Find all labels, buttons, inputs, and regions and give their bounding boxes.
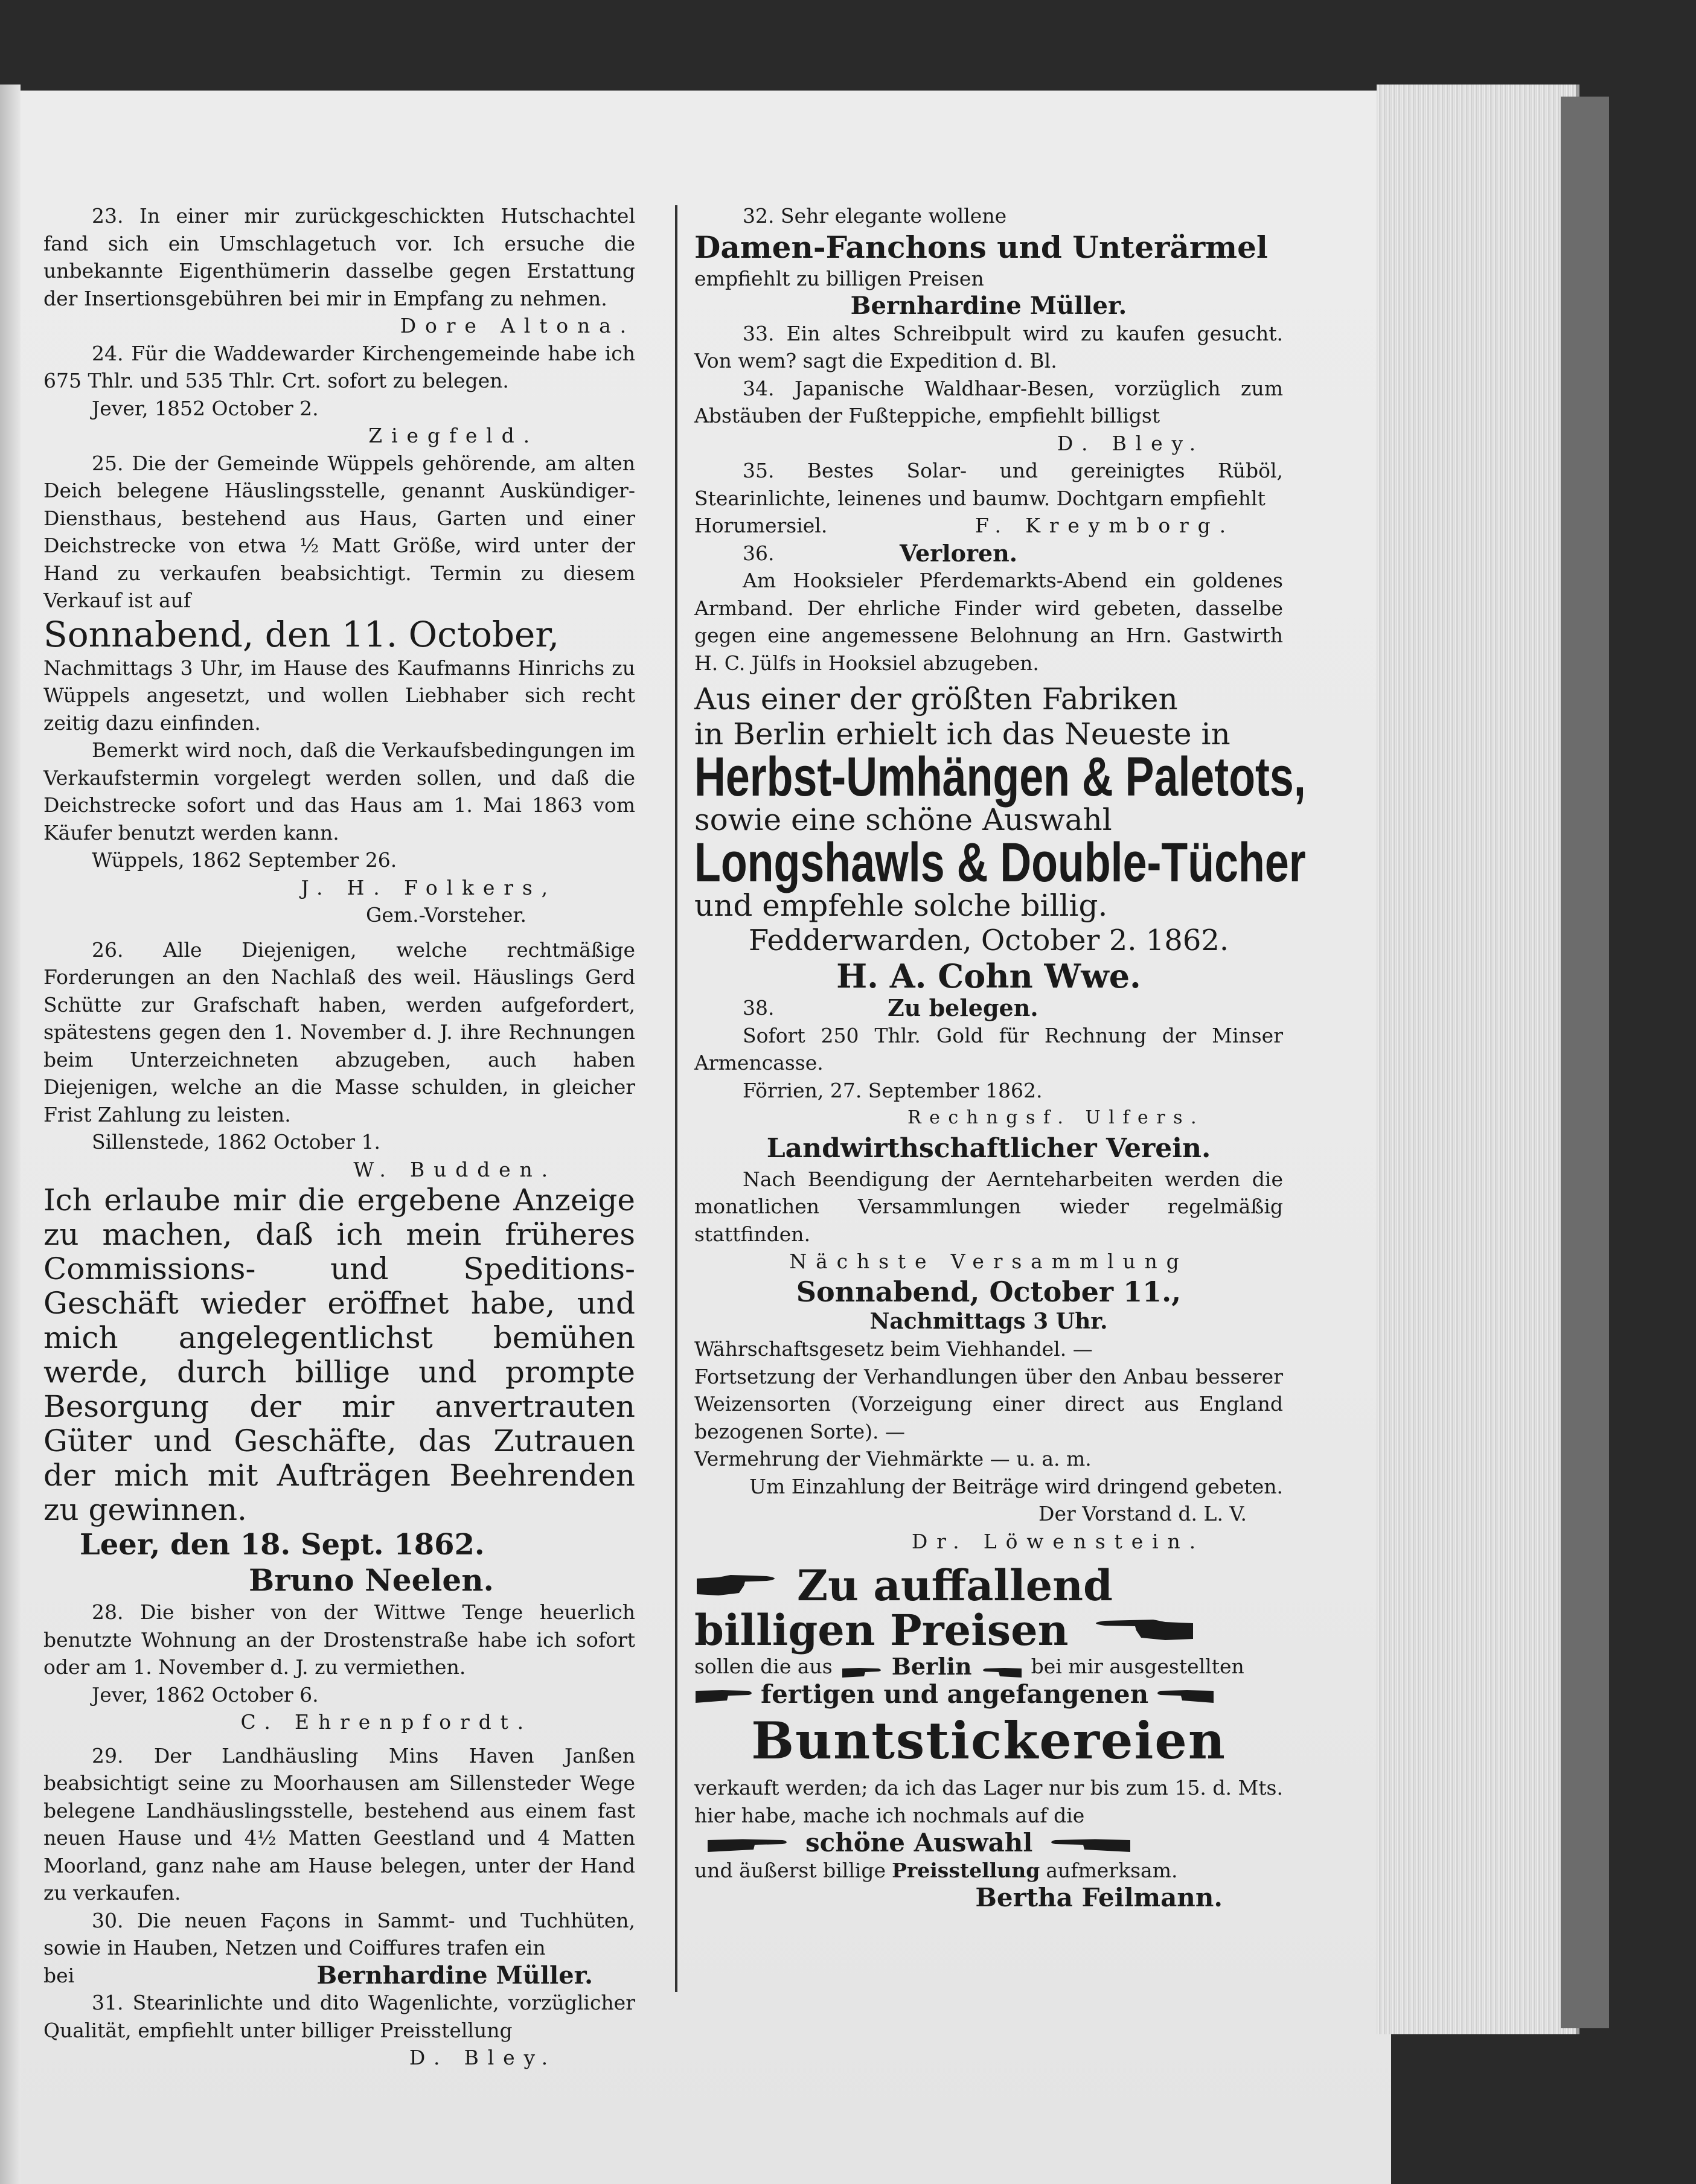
ad-number: 36.	[743, 541, 775, 565]
ad-headline-wrap	[694, 746, 1306, 808]
pointing-hand-icon	[1047, 1834, 1131, 1852]
ad-place-date: Wüppels, 1862 September 26.	[92, 848, 397, 872]
ad-sign-row	[43, 1962, 635, 1990]
ad-33	[694, 320, 1283, 375]
ad-text: empfiehlt zu billigen Preisen	[694, 266, 984, 290]
ad-signature: Dore Altona.	[400, 314, 635, 337]
ad-line: in Berlin erhielt ich das Neueste in	[694, 717, 1230, 752]
page-stack-edge	[1377, 85, 1579, 2034]
ad-25	[43, 450, 635, 929]
ad-text-bold: Preisstellung	[892, 1858, 1040, 1882]
ad-34	[694, 375, 1283, 458]
ad-35	[694, 457, 1283, 540]
pointing-hand-icon	[694, 1573, 785, 1599]
ad-signature: W. Budden.	[353, 1157, 557, 1181]
pointing-hand-icon	[981, 1659, 1023, 1674]
ad-date-headline: Sonnabend, October 11.,	[796, 1275, 1182, 1308]
agenda-item: Währschaftsgesetz beim Viehhandel. —	[694, 1337, 1093, 1361]
ad-24	[43, 340, 635, 450]
ad-27	[43, 1183, 635, 1598]
ad-headline: billigen Preisen	[694, 1605, 1069, 1655]
column-rule	[675, 205, 677, 1992]
ad-place-date: Jever, 1862 October 6.	[92, 1682, 319, 1707]
ad-signature: C. Ehrenpfordt.	[240, 1710, 533, 1734]
ad-text: 34. Japanische Waldhaar-Besen, vorzüglich zum Abstäuben der Fußteppiche, empfiehlt billigst	[694, 376, 1283, 427]
ad-text: Sofort 250 Thlr. Gold für Rechnung der Minser Armencasse.	[694, 1023, 1283, 1074]
ad-signature: Ziegfeld.	[368, 424, 539, 447]
ad-text: 32. Sehr elegante wollene	[743, 204, 1007, 228]
ad-subtitle: Nächste Versammlung	[789, 1250, 1188, 1273]
ad-signature: J. H. Folkers,	[301, 875, 557, 899]
ad-line-row	[694, 1681, 1283, 1708]
ad-headline-row	[694, 1560, 1283, 1611]
ad-signature: D. Bley.	[409, 2046, 557, 2069]
ad-title: Landwirthschaftlicher Verein.	[766, 1132, 1211, 1164]
agenda-item: Vermehrung der Viehmärkte — u. a. m.	[694, 1447, 1092, 1470]
ad-place-date: Förrien, 27. September 1862.	[743, 1078, 1043, 1102]
ad-text: sollen die aus	[694, 1655, 833, 1678]
ad-text: Nachmittags 3 Uhr, im Hause des Kaufmanns Hinrichs zu Wüppels angesetzt, und wollen Liebhaber sich recht zeitig dazu einfinden.	[43, 656, 635, 735]
ad-32	[694, 202, 1283, 320]
ad-headline: Zu auffallend	[797, 1560, 1113, 1611]
ad-signature: Bernhardine Müller.	[316, 1961, 593, 1990]
ad-text: Um Einzahlung der Beiträge wird dringend gebeten.	[749, 1474, 1283, 1498]
ad-text: Am Hooksieler Pferdemarkts-Abend ein goldenes Armband. Der ehrliche Finder wird gebeten, dasselbe gegen eine angemessene Belohnung an Hrn. Gastwirth H. C. Jülfs in Hooksiel abzugeben.	[694, 569, 1283, 675]
ad-place-date: Jever, 1852 October 2.	[92, 396, 319, 420]
book-cover	[1561, 97, 1609, 2028]
ad-signature: F. Kreymborg.	[974, 514, 1235, 537]
ad-headline-large: Buntstickereien	[751, 1711, 1226, 1771]
ad-38	[694, 994, 1283, 1132]
pointing-hand-icon	[841, 1659, 883, 1674]
ad-signature: Der Vorstand d. L. V.	[1038, 1502, 1247, 1525]
ad-text: 30. Die neuen Façons in Sammt- und Tuchhüten, sowie in Hauben, Netzen und Coiffures trafen ein	[43, 1908, 635, 1959]
ad-text: Nach Beendigung der Aernteharbeiten werden die monatlichen Versammlungen wieder regelmäßig stattfinden.	[694, 1167, 1283, 1246]
ad-text: bei	[43, 1963, 75, 1987]
ad-30	[43, 1907, 635, 1990]
ad-headline: Herbst-Umhängen & Paletots,	[694, 746, 1306, 808]
ad-city: Berlin	[891, 1653, 972, 1680]
ad-text: und äußerst billige	[694, 1858, 886, 1882]
ad-text: 31. Stearinlichte und dito Wagenlichte, vorzüglicher Qualität, empfiehlt unter billiger Preisstellung	[43, 1991, 635, 2042]
ad-signature-title: Gem.-Vorsteher.	[365, 903, 526, 927]
ad-headline-row	[694, 1605, 1283, 1655]
ad-date-headline: Sonnabend, den 11. October,	[43, 613, 560, 655]
ad-title-row	[694, 994, 1283, 1022]
ad-31	[43, 1989, 635, 2072]
pointing-hand-icon	[694, 1685, 755, 1703]
ad-signature: Bruno Neelen.	[249, 1562, 494, 1598]
ad-line: Aus einer der größten Fabriken	[694, 682, 1178, 717]
left-page-edge	[0, 85, 21, 2184]
ad-signature: Rechngsf. Ulfers.	[907, 1107, 1205, 1128]
ad-signature: Bernhardine Müller.	[850, 292, 1127, 320]
ad-39	[694, 1132, 1283, 1556]
ad-37	[694, 682, 1306, 995]
ad-text: 33. Ein altes Schreibpult wird zu kaufen gesucht. Von wem? sagt die Expedition d. Bl.	[694, 321, 1283, 372]
ad-place-date: Fedderwarden, October 2. 1862.	[748, 924, 1229, 957]
ad-text: 25. Die der Gemeinde Wüppels gehörende, am alten Deich belegene Häuslingsstelle, genannt Auskündiger-Diensthaus, bestehend aus Haus, Garten und einer Deichstrecke von etwa ½ Matt Größe, wird unter der Hand zu verkaufen beabsichtigt. Termin zu diesem Verkauf ist auf	[43, 451, 635, 612]
ad-line-row	[694, 1653, 1283, 1681]
ad-signature: Bertha Feilmann.	[975, 1883, 1223, 1912]
ad-40	[694, 1560, 1283, 1912]
agenda-item: Fortsetzung der Verhandlungen über den Anbau besserer Weizensorten (Vorzeigung einer direct aus England bezogenen Sorte). —	[694, 1364, 1283, 1443]
ad-text: bei mir ausgestellten	[1031, 1655, 1244, 1678]
ad-title: Verloren.	[900, 539, 1018, 567]
ad-place-date: Leer, den 18. Sept. 1862.	[80, 1528, 485, 1562]
ad-line: sowie eine schöne Auswahl	[694, 802, 1112, 837]
right-column	[694, 202, 1306, 1912]
ad-28	[43, 1598, 635, 1736]
ad-signature: D. Bley.	[1057, 431, 1205, 455]
ad-signature: Dr. Löwenstein.	[911, 1529, 1205, 1553]
pointing-hand-icon	[1081, 1617, 1195, 1644]
ad-title: Zu belegen.	[888, 994, 1038, 1021]
ad-line-row	[694, 1857, 1283, 1885]
ad-text: 35. Bestes Solar- und gereinigtes Rüböl, Stearinlichte, leinenes und baumw. Dochtgarn empfiehlt	[694, 459, 1283, 510]
ad-29	[43, 1742, 635, 1907]
ad-text: 29. Der Landhäusling Mins Haven Janßen beabsichtigt seine zu Moorhausen am Sillensteder Wege belegene Landhäuslingsstelle, bestehend aus einem fast neuen Hause und 4½ Matten Geestland und 4 Matten Moorland, ganz nahe am Hause belegen, unter der Hand zu verkaufen.	[43, 1743, 635, 1905]
ad-text-large: Ich erlaube mir die ergebene Anzeige zu machen, daß ich mein früheres Commissions- und Speditions-Geschäft wieder eröffnet habe, und mich angelegentlichst bemühen werde, durch billige und prompte Besorgung der mir anvertrauten Güter und Geschäfte, das Zutrauen der mich mit Aufträgen Beehrenden zu gewinnen.	[43, 1183, 635, 1527]
left-column	[43, 202, 635, 2072]
ad-text: 24. Für die Waddewarder Kirchengemeinde habe ich 675 Thlr. und 535 Thlr. Crt. sofort zu belegen.	[43, 341, 635, 392]
ad-text: 26. Alle Diejenigen, welche rechtmäßige Forderungen an den Nachlaß des weil. Häuslings Gerd Schütte zur Grafschaft haben, werden aufgefordert, spätestens gegen den 1. November d. J. ihre Rechnungen beim Unterzeichneten abzugeben, auch haben Diejenigen, welche an die Masse schulden, in gleicher Frist Zahlung zu leisten.	[43, 937, 635, 1126]
ad-line: und empfehle solche billig.	[694, 888, 1108, 923]
ad-headline: schöne Auswahl	[805, 1828, 1033, 1857]
ad-number: 38.	[743, 996, 775, 1020]
pointing-hand-icon	[1154, 1685, 1215, 1703]
ad-26	[43, 936, 635, 1184]
ad-text: 23. In einer mir zurückgeschickten Hutschachtel fand sich ein Umschlagetuch vor. Ich ersuche die unbekannte Eigenthümerin dasselbe gegen Erstattung der Insertionsgebühren bei mir in Empfang zu nehmen.	[43, 204, 635, 310]
ad-23	[43, 202, 635, 340]
ad-place: Horumersiel.	[694, 514, 828, 537]
ad-36	[694, 540, 1283, 677]
ad-text: aufmerksam.	[1046, 1858, 1178, 1882]
ad-headline: Longshawls & Double-Tücher	[694, 832, 1306, 893]
ad-sign-row	[694, 512, 1283, 540]
ad-headline: Damen-Fanchons und Unterärmel	[694, 229, 1268, 265]
ad-text: 28. Die bisher von der Wittwe Tenge heuerlich benutzte Wohnung an der Drostenstraße habe ich sofort oder am 1. November d. J. zu vermiethen.	[43, 1600, 635, 1679]
ad-headline: fertigen und angefangenen	[761, 1679, 1149, 1709]
ad-title-row	[694, 540, 1283, 567]
ad-text: verkauft werden; da ich das Lager nur bis zum 15. d. Mts. hier habe, mache ich nochmals auf die	[694, 1776, 1283, 1827]
ad-place-date: Sillenstede, 1862 October 1.	[92, 1130, 380, 1154]
ad-text: Bemerkt wird noch, daß die Verkaufsbedingungen im Verkaufstermin vorgelegt werden sollen, und daß die Deichstrecke sofort und das Haus am 1. Mai 1863 vom Käufer benutzt werden kann.	[43, 738, 635, 845]
pointing-hand-icon	[706, 1834, 791, 1852]
ad-line-row	[694, 1829, 1283, 1857]
ad-time: Nachmittags 3 Uhr.	[869, 1308, 1108, 1334]
ad-signature: H. A. Cohn Wwe.	[836, 957, 1141, 995]
ad-headline-wrap	[694, 832, 1306, 893]
